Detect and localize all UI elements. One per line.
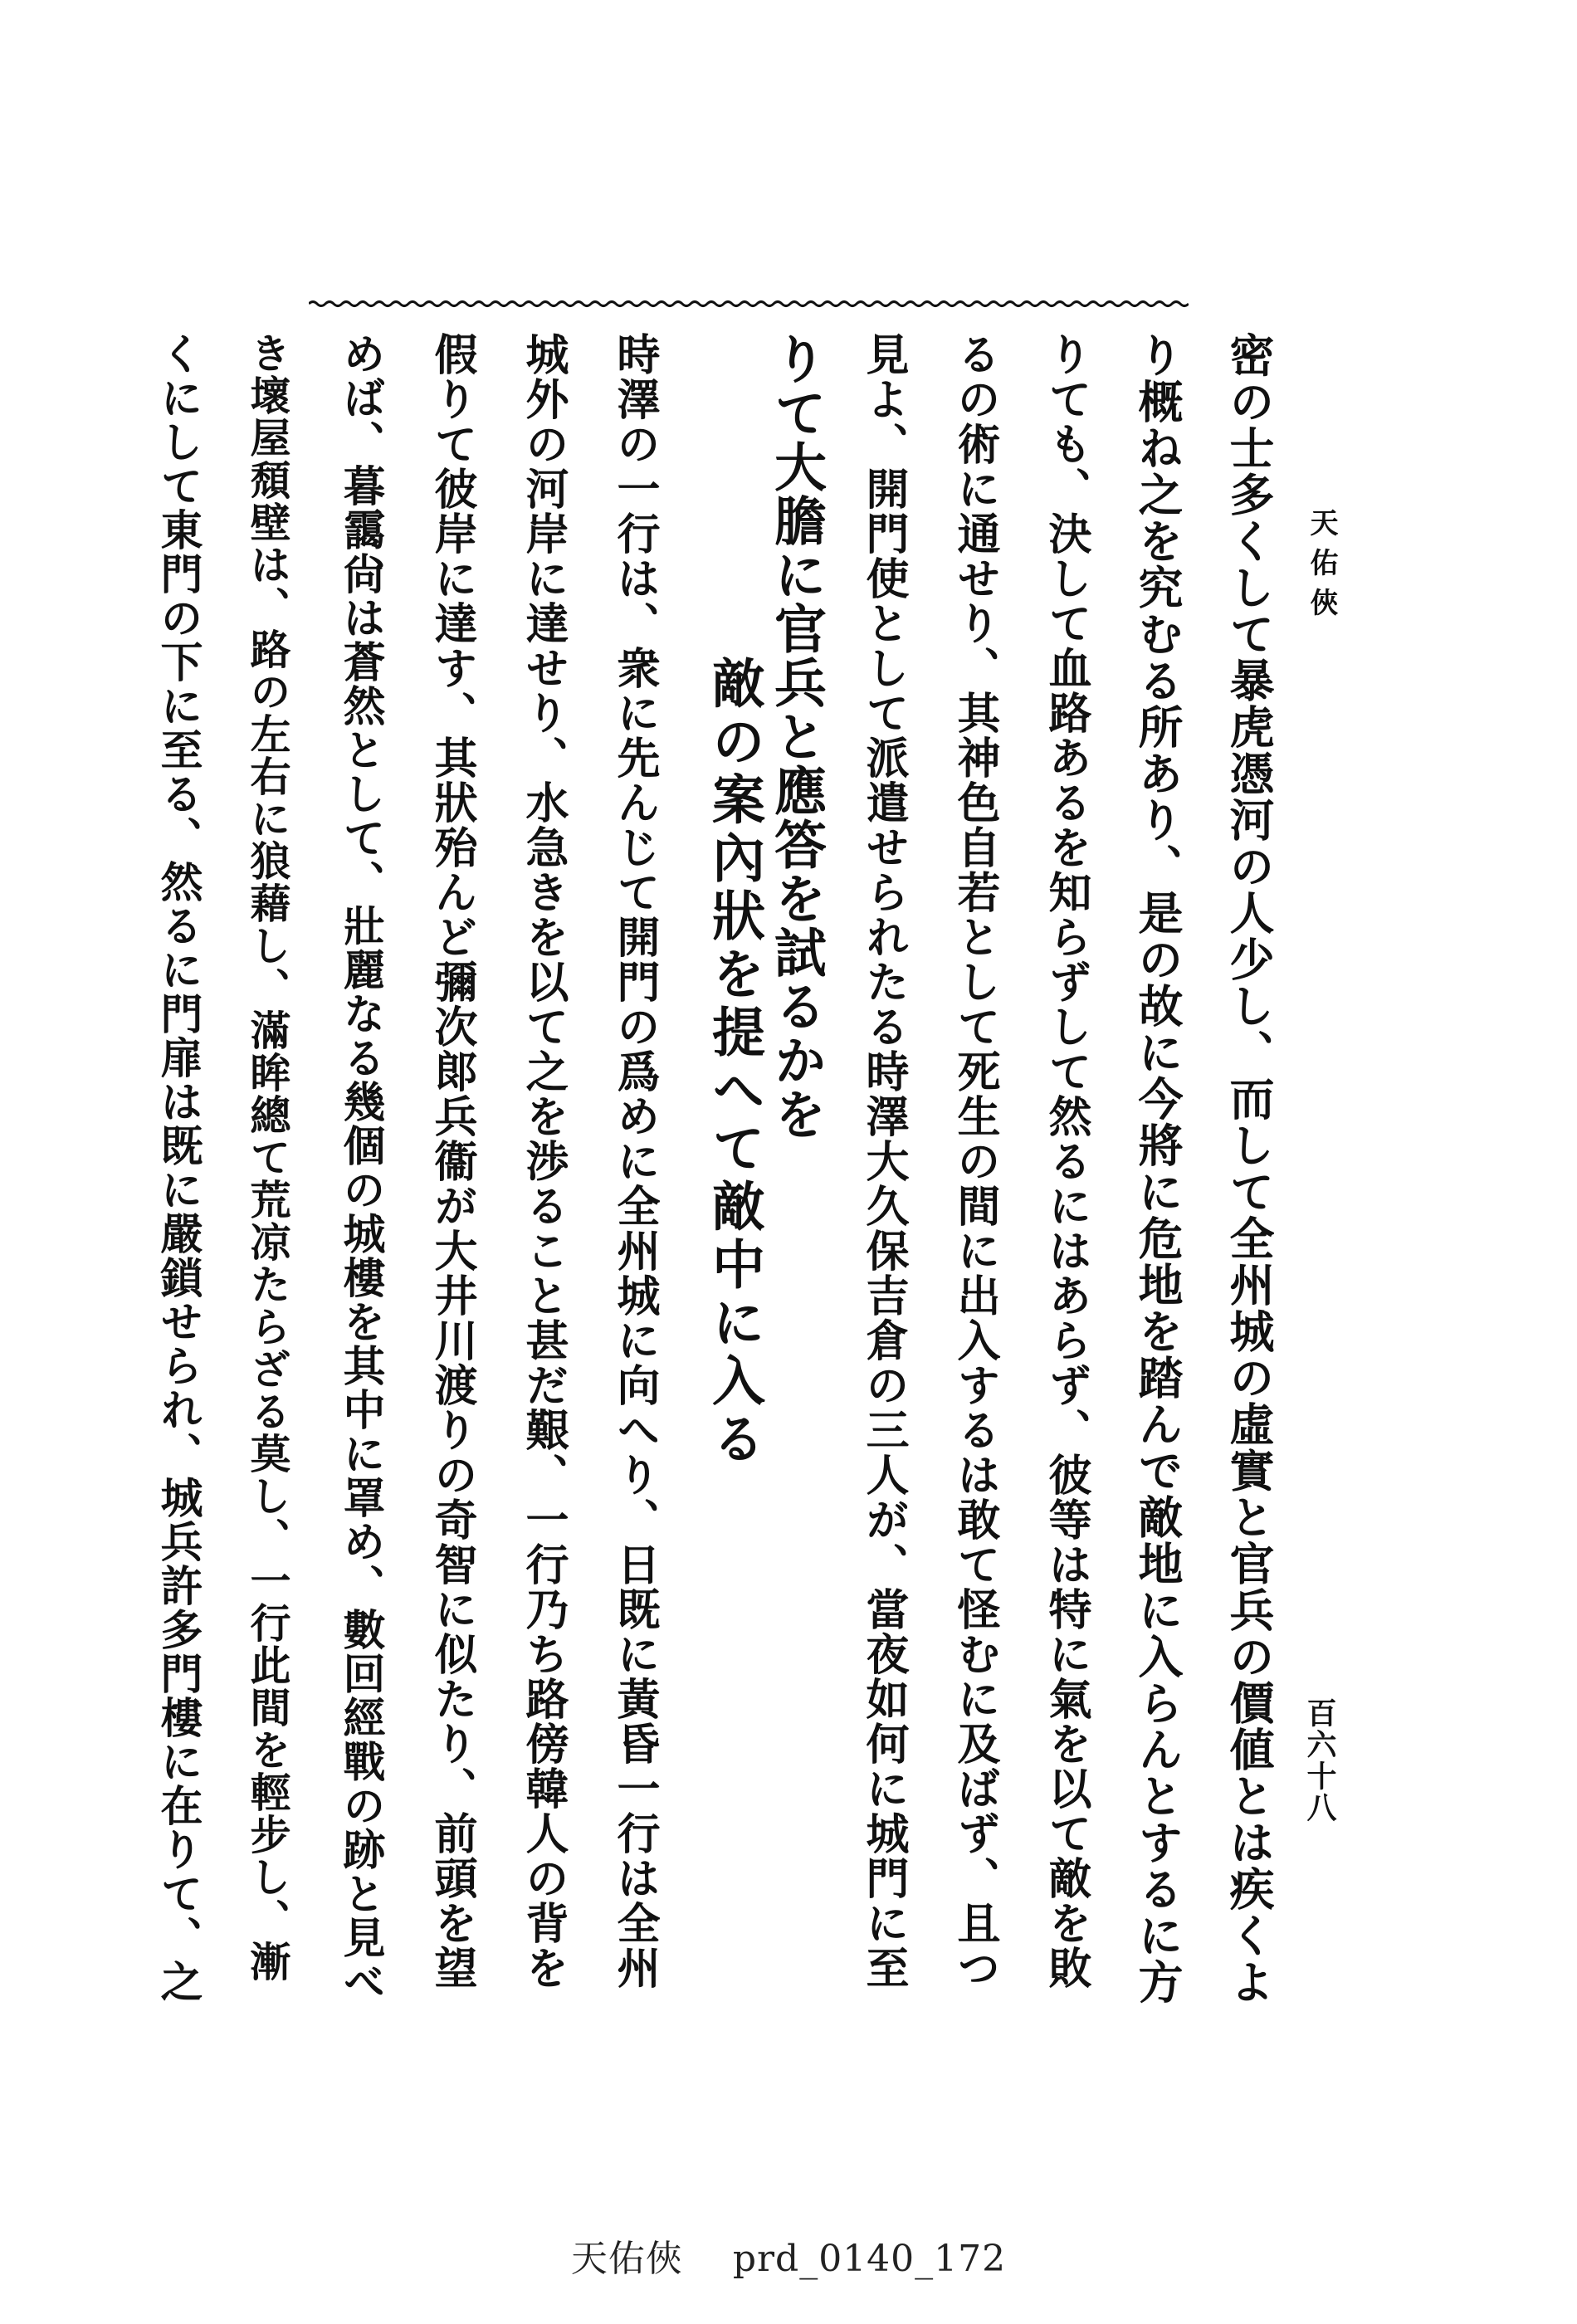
page-number: 百六十八 [1302,1697,1337,1824]
text-column-l2: 城外の河岸に達せり、水急きを以て之を渉ること甚だ艱、一行乃ち路傍韓人の背を [518,332,569,1990]
text-column-l5: き壞屋頹壁は、路の左右に狼藉し、滿眸總て荒凉たらざる莫し、一行此間を輕步し、漸 [244,332,292,1983]
text-column-l3: 假りて彼岸に達す、其狀殆んど彌次郞兵衞が大井川渡りの奇智に似たり、前頭を望 [427,332,477,1990]
text-column-l1: 時澤の一行は、衆に先んじて開門の爲めに全州城に向へり、日既に黃昏一行は全州 [609,332,660,1990]
page-footer [0,2229,1577,2282]
text-column-l6: くにして東門の下に至る、然るに門扉は既に嚴鎖せられ、城兵許多門樓に在りて、之 [153,332,203,2004]
text-column-r2: り概ね之を究むる所あり、是の故に今將に危地を踏んで敵地に入らんとするに方 [1131,332,1184,2005]
text-column-r6: りて大膽に官兵と應答を試るかを [766,332,828,1141]
text-column-r5: 見よ、開門使として派遣せられたる時澤大久保吉倉の三人が、當夜如何に城門に至 [858,332,909,1990]
footer-page-id: prd_0140_172 [732,2238,1007,2280]
section-heading: 敵の案內狀を提へて敵中に入る [703,656,765,1469]
wavy-rule-icon [309,299,1189,309]
text-column-r4: るの術に通せり、其神色自若として死生の間に出入するは敢て怪むに及ばず、且つ [950,332,1000,1990]
running-title: 天佑俠 [1305,508,1338,627]
footer-book-title: 天佑俠 [570,2238,683,2280]
text-column-r1: 密の士多くして暴虎憑河の人少し、而して全州城の虛實と官兵の價値とは疾くよ [1223,332,1276,2005]
text-column-r3: りても、決して血路あるを知らずして然るにはあらず、彼等は特に氣を以て敵を敗 [1041,332,1091,1990]
text-column-l4: めば、暮靄尙は蒼然として、壯麗なる幾個の城樓を其中に罩め、數回經戰の跡と見べ [335,332,385,2004]
wavy-rule [309,299,1189,309]
